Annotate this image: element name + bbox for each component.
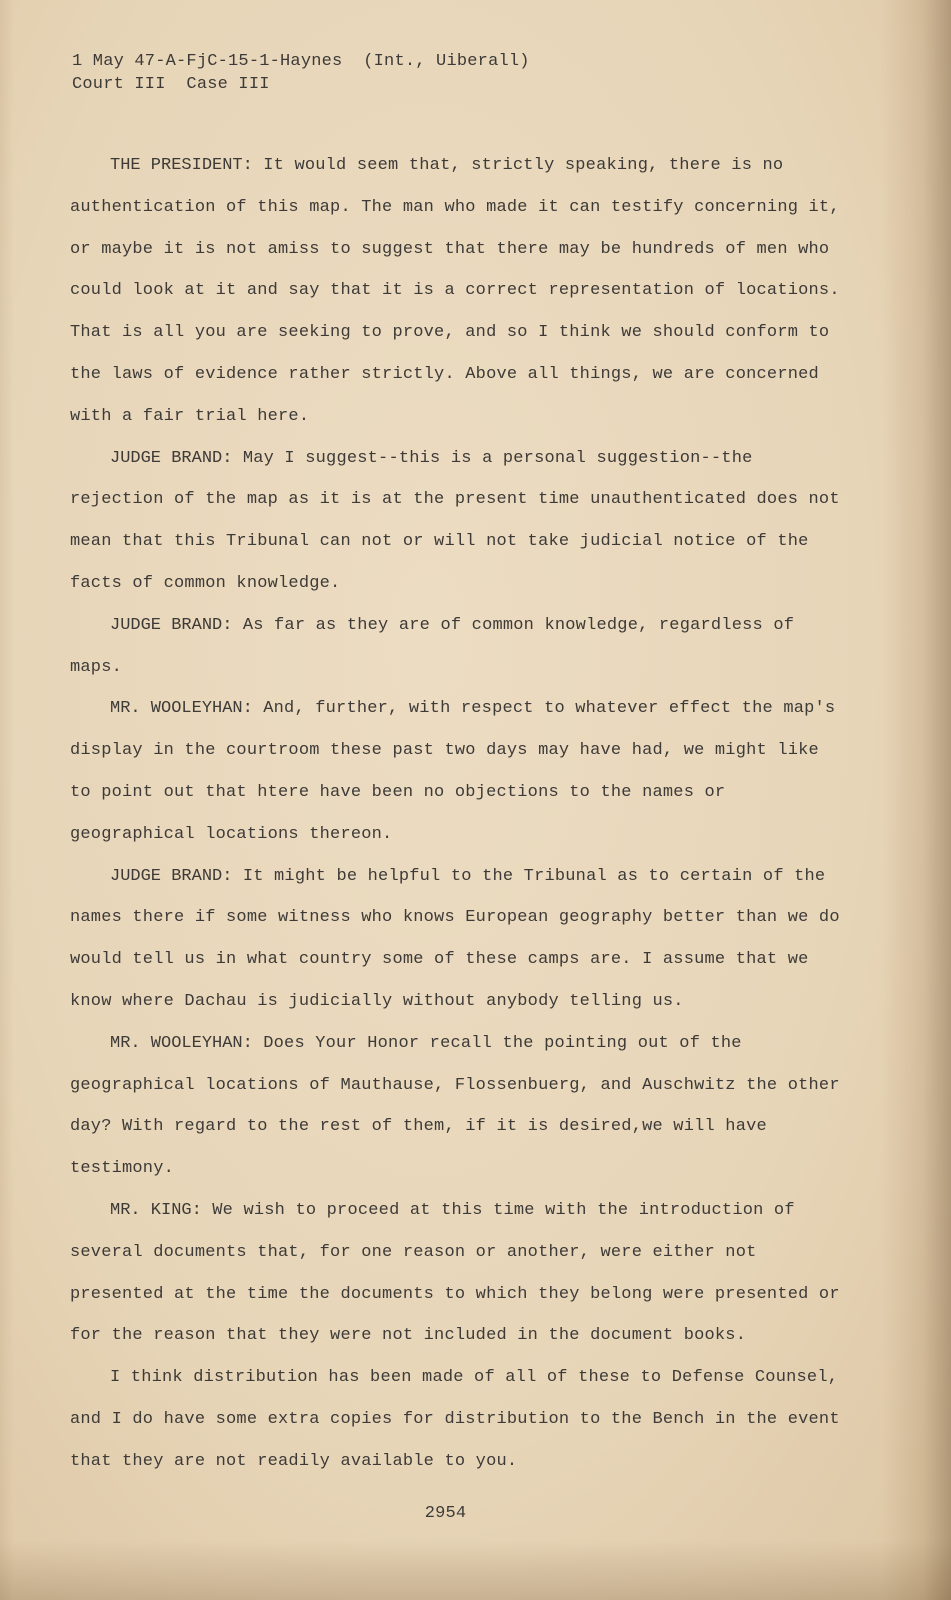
paragraph	[70, 438, 840, 605]
speaker-label: JUDGE BRAND:	[110, 866, 233, 886]
paragraph-text: May I suggest--this is a personal suggestion--the rejection of the map as it is at the present time unauthenticated does not mean that this Tribunal can not or will not take judicial notice of the facts of common knowledge.	[70, 448, 840, 593]
paragraph-text: We wish to proceed at this time with the introduction of several documents that, for one reason or another, were either not presented at the time the documents to which they belong were presented or for the reason that they were not included in the document books.	[70, 1200, 840, 1346]
header-line-date-case: 1 May 47-A-FjC-15-1-Haynes (Int., Uiberall)	[72, 52, 530, 71]
speaker-label: JUDGE BRAND:	[110, 615, 233, 635]
paragraph	[70, 1357, 840, 1482]
speaker-label: MR. WOOLEYHAN:	[110, 699, 253, 719]
paragraph	[70, 688, 840, 855]
paragraph	[70, 605, 840, 689]
paragraph	[70, 1190, 840, 1357]
speaker-label: JUDGE BRAND:	[110, 448, 233, 468]
page-number: 2954	[424, 1504, 467, 1523]
paragraph-text: As far as they are of common knowledge, regardless of maps.	[70, 615, 795, 677]
paragraph	[70, 856, 840, 1023]
paragraph-text: I think distribution has been made of all of these to Defense Counsel, and I do have some extra copies for distribution to the Bench in the event that they are not readily available to you.	[70, 1368, 840, 1471]
transcript-body	[70, 145, 840, 1483]
header-line-court: Court III Case III	[72, 75, 270, 94]
paragraph-text: And, further, with respect to whatever effect the map's display in the courtroom these past two days may have had, we might like to point out that htere have been no objections to the names or geographical locations thereon.	[70, 699, 836, 844]
document-header	[72, 50, 530, 96]
speaker-label: MR. WOOLEYHAN:	[110, 1033, 253, 1053]
paragraph-text: Does Your Honor recall the pointing out of the geographical locations of Mauthause, Flossenbuerg, and Auschwitz the other day? With regard to the rest of them, if it is desired,we will have testimony.	[70, 1033, 840, 1179]
paragraph-text: It might be helpful to the Tribunal as to certain of the names there if some witness who knows European geography better than we do would tell us in what country some of these camps are. I assume that we know where Dachau is judicially without anybody telling us.	[70, 866, 840, 1011]
paragraph-text: It would seem that, strictly speaking, there is no authentication of this map. The man who made it can testify concerning it, or maybe it is not amiss to suggest that there may be hundreds of men who could look at it and say that it is a correct representation of locations. That is all you are seeking to prove, and so I think we should conform to the laws of evidence rather strictly. Above all things, we are concerned with a fair trial here.	[70, 156, 840, 426]
speaker-label: MR. KING:	[110, 1200, 202, 1220]
paragraph	[70, 1023, 840, 1190]
paragraph	[70, 145, 840, 438]
speaker-label: THE PRESIDENT:	[110, 156, 253, 175]
